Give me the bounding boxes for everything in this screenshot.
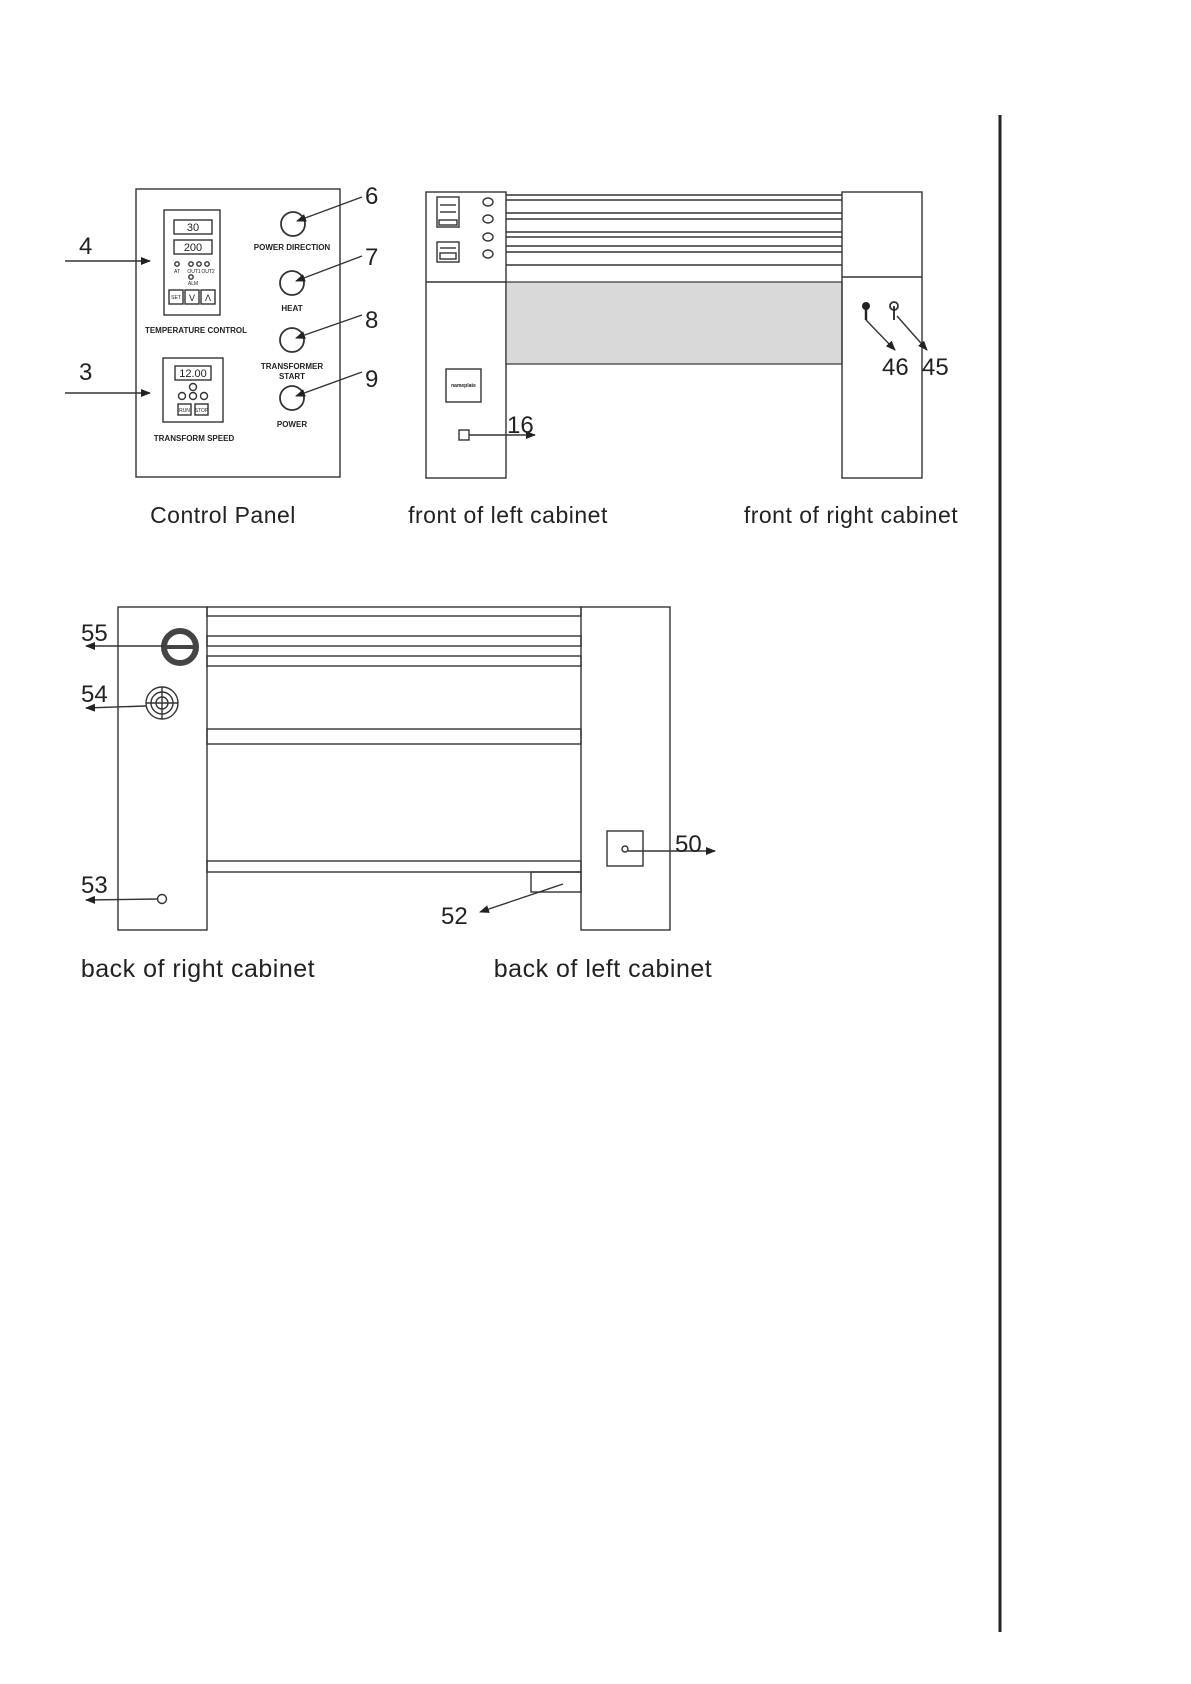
power-knob-icon [280,386,304,410]
indicator-led-icon [189,262,193,266]
stop-button-label: STOP [194,408,209,414]
alarm-led-icon [189,275,193,279]
back-roller [207,636,581,646]
component-50-box [607,831,643,866]
heated-drum-area [506,282,842,364]
back-view-diagram [81,607,715,983]
callout-45: 45 [922,354,949,381]
speed-display-value: 12.00 [179,368,207,380]
callout-7-arrow [296,256,362,281]
run-button-label: RUN [179,408,190,414]
callout-54: 54 [81,681,108,708]
callout-55: 55 [81,620,108,647]
mini-speed-buttons [440,253,456,259]
heat-knob-icon [280,271,304,295]
callout-46: 46 [882,354,909,381]
speed-up-icon [190,384,197,391]
component-50-icon [622,846,628,852]
mini-temp-buttons [439,220,457,225]
temp-display-bottom-value: 200 [183,242,203,254]
speed-left-icon [179,393,186,400]
mini-knob-icon [483,215,493,223]
mini-knob-icon [483,250,493,258]
transformer-label: TRANSFORMER [260,362,324,371]
alarm-label: ALM [187,281,199,287]
front-left-caption: front of left cabinet [408,502,608,528]
callout-9: 9 [365,366,379,393]
callout-6: 6 [365,183,379,210]
indicator-label-out2: OUT2 [201,269,215,275]
callout-9-arrow [296,372,362,396]
power-direction-label: POWER DIRECTION [253,243,331,252]
back-left-cabinet [581,607,670,930]
control-panel-caption: Control Panel [150,502,296,528]
up-button-label: Λ [204,293,212,303]
transform-speed-label: TRANSFORM SPEED [153,434,235,443]
set-button-label: SET [171,295,181,301]
callout-16: 16 [507,412,534,439]
callout-52: 52 [441,903,468,930]
component-16-icon [459,430,469,440]
callout-46-arrow [866,320,895,350]
front-right-cabinet [842,192,922,478]
speed-right-icon [201,393,208,400]
power-label: POWER [276,420,308,429]
callout-8-arrow [296,315,362,338]
front-right-caption: front of right cabinet [743,502,959,528]
indicator-led-icon [205,262,209,266]
speed-down-icon [190,393,197,400]
callout-53-arrow [86,899,158,900]
component-52-box [531,872,581,892]
back-roller [207,729,581,744]
power-direction-knob-icon [281,212,305,236]
temperature-controller [164,210,220,315]
callout-7: 7 [365,244,379,271]
callout-52-arrow [480,884,563,912]
temperature-control-label: TEMPERATURE CONTROL [144,326,248,335]
back-roller [207,861,581,872]
front-view-diagram [408,192,958,528]
callout-50: 50 [675,831,702,858]
callout-53: 53 [81,872,108,899]
indicator-label-out1: OUT1 [187,269,201,275]
start-label: START [278,372,306,381]
callout-3: 3 [79,359,93,386]
mini-knob-icon [483,233,493,241]
callout-6-arrow [297,197,362,221]
back-roller [207,656,581,666]
back-roller [207,607,581,616]
control-panel-diagram [65,183,378,528]
indicator-label-at: AT [173,269,181,275]
callout-8: 8 [365,307,379,334]
back-left-caption: back of left cabinet [493,955,713,983]
temp-display-top-value: 30 [186,222,200,234]
speed-controller [163,358,223,422]
mini-knob-icon [483,198,493,206]
transformer-start-knob-icon [280,328,304,352]
indicator-led-icon [175,262,179,266]
nameplate-label: nameplate [451,383,476,389]
down-button-label: V [188,293,196,303]
heat-label: HEAT [281,304,303,313]
callout-4: 4 [79,233,93,260]
back-right-caption: back of right cabinet [80,955,316,983]
indicator-led-icon [197,262,201,266]
port-53-icon [158,895,167,904]
